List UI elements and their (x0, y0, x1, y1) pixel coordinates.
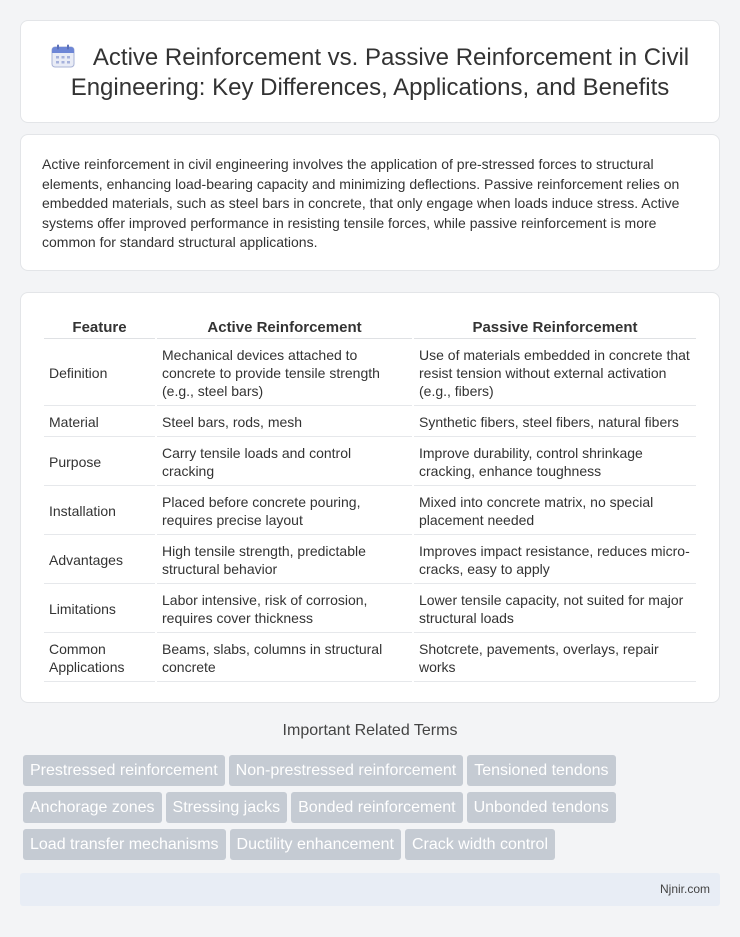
title-card (20, 20, 720, 123)
intro-card (20, 134, 720, 271)
footer-bar (20, 873, 720, 906)
footer-site-name[interactable]: Njnir.com (659, 882, 710, 896)
table-cell-feature: Common Applications (44, 635, 155, 682)
term-tag[interactable]: Anchorage zones (23, 792, 162, 823)
table-cell-passive: Improve durability, control shrinkage cracking, enhance toughness (414, 439, 696, 486)
table-cell-active: Placed before concrete pouring, requires precise layout (157, 488, 412, 535)
table-cell-active: Mechanical devices attached to concrete to provide tensile strength (e.g., steel bars) (157, 341, 412, 406)
term-tag[interactable]: Ductility enhancement (230, 829, 401, 860)
intro-paragraph: Active reinforcement in civil engineering involves the application of pre-stressed forces to structural elements, enhancing load-bearing capacity and minimizing deflections. Passive reinforcement relies on embedded materials, such as steel bars in concrete, that only engage when loads induce stress. Active systems offer improved performance in resisting tensile forces, while passive reinforcement is more common for standard structural applications. (42, 156, 680, 251)
table-row (44, 341, 696, 406)
tag-row (23, 792, 723, 829)
table-cell-passive: Lower tensile capacity, not suited for major structural loads (414, 586, 696, 633)
table-cell-active: Carry tensile loads and control cracking (157, 439, 412, 486)
table-cell-passive: Mixed into concrete matrix, no special placement needed (414, 488, 696, 535)
term-tag[interactable]: Non-prestressed reinforcement (229, 755, 464, 786)
table-cell-active: Beams, slabs, columns in structural concrete (157, 635, 412, 682)
table-cell-feature: Installation (44, 488, 155, 535)
page-title (21, 43, 719, 103)
related-terms-list (23, 755, 723, 866)
term-tag[interactable]: Stressing jacks (166, 792, 288, 823)
calendar-icon (51, 44, 75, 68)
related-terms-heading: Important Related Terms (282, 722, 458, 739)
term-tag[interactable]: Bonded reinforcement (291, 792, 462, 823)
table-cell-passive: Use of materials embedded in concrete that resist tension without external activation (e.g., fibers) (414, 341, 696, 406)
term-tag[interactable]: Tensioned tendons (467, 755, 615, 786)
table-row (44, 408, 696, 437)
table-cell-feature: Material (44, 408, 155, 437)
table-header-row (44, 317, 696, 339)
table-row (44, 635, 696, 682)
comparison-table-card (20, 292, 720, 703)
table-row (44, 488, 696, 535)
table-cell-passive: Shotcrete, pavements, overlays, repair works (414, 635, 696, 682)
table-cell-active: Steel bars, rods, mesh (157, 408, 412, 437)
table-cell-feature: Limitations (44, 586, 155, 633)
table-cell-active: Labor intensive, risk of corrosion, requires cover thickness (157, 586, 412, 633)
tag-row (23, 755, 723, 792)
table-cell-feature: Advantages (44, 537, 155, 584)
table-cell-active: High tensile strength, predictable structural behavior (157, 537, 412, 584)
table-cell-passive: Synthetic fibers, steel fibers, natural fibers (414, 408, 696, 437)
column-header-active: Active Reinforcement (157, 317, 412, 339)
term-tag[interactable]: Unbonded tendons (467, 792, 616, 823)
column-header-passive: Passive Reinforcement (414, 317, 696, 339)
term-tag[interactable]: Load transfer mechanisms (23, 829, 226, 860)
table-cell-passive: Improves impact resistance, reduces micro-cracks, easy to apply (414, 537, 696, 584)
term-tag[interactable]: Prestressed reinforcement (23, 755, 225, 786)
table-row (44, 439, 696, 486)
table-row (44, 537, 696, 584)
tag-row (23, 829, 723, 866)
table-row (44, 586, 696, 633)
comparison-table (42, 315, 698, 684)
table-cell-feature: Definition (44, 341, 155, 406)
table-cell-feature: Purpose (44, 439, 155, 486)
column-header-feature: Feature (44, 317, 155, 339)
page-title-text: Active Reinforcement vs. Passive Reinforcement in Civil Engineering: Key Differences, Applications, and Benefits (70, 44, 690, 101)
term-tag[interactable]: Crack width control (405, 829, 555, 860)
